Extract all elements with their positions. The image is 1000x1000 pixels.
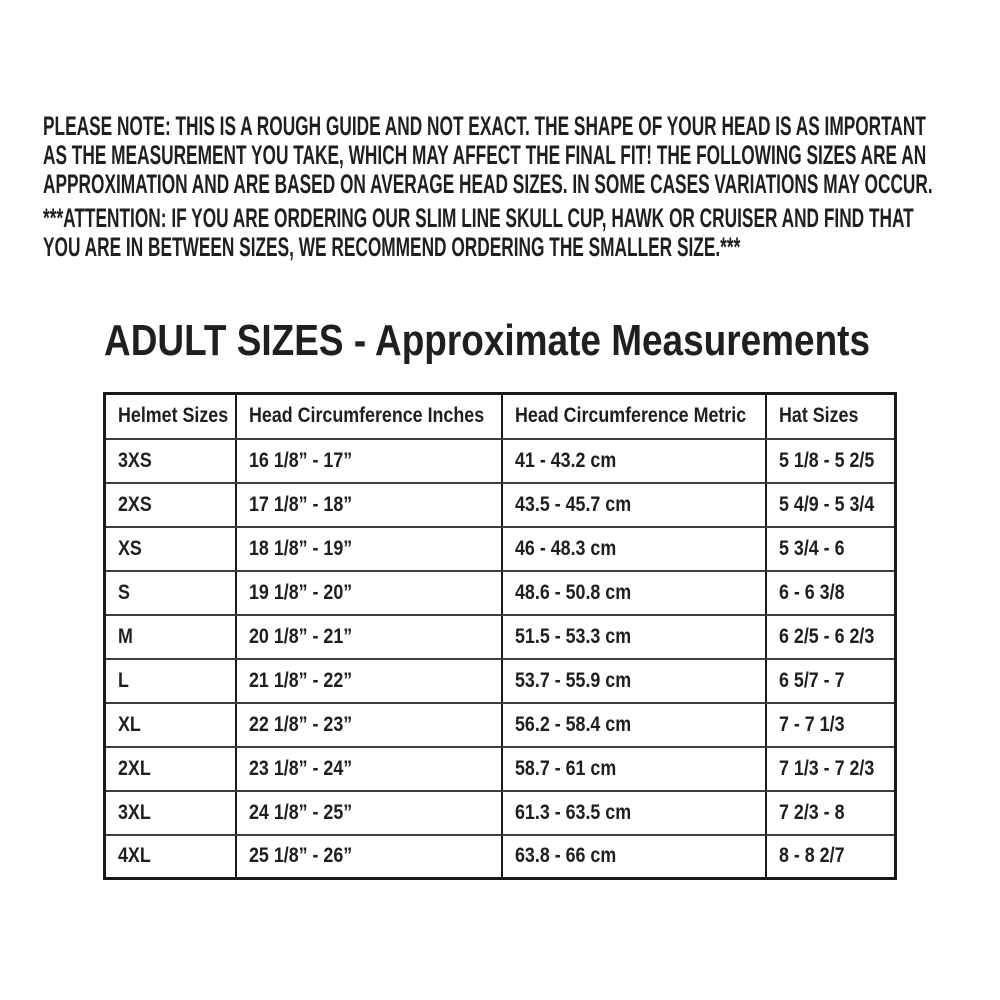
cell-text: 48.6 - 50.8 cm [514, 580, 631, 604]
cell-helmet-size [105, 659, 236, 703]
cell-helmet-size [105, 571, 236, 615]
cell-inches [236, 791, 502, 835]
cell-metric [502, 439, 766, 483]
page-title-text: ADULT SIZES - Approximate Measurements [104, 316, 871, 365]
cell-helmet-size [105, 615, 236, 659]
note-line [43, 170, 1000, 199]
cell-helmet-size [105, 747, 236, 791]
cell-text: 3XS [118, 448, 152, 472]
cell-text: 23 1/8” - 24” [248, 756, 352, 780]
cell-hat-size [766, 747, 896, 791]
cell-inches [236, 615, 502, 659]
cell-helmet-size [105, 835, 236, 879]
cell-text: 8 - 8 2/7 [778, 844, 845, 868]
cell-text: 25 1/8” - 26” [248, 844, 352, 868]
cell-hat-size [766, 659, 896, 703]
cell-text: 46 - 48.3 cm [514, 536, 616, 560]
size-table [103, 392, 897, 880]
cell-metric [502, 483, 766, 527]
table-row [105, 747, 896, 791]
header-text: Head Circumference Metric [514, 404, 746, 428]
header-helmet-sizes [105, 394, 236, 439]
table-row [105, 835, 896, 879]
cell-text: 21 1/8” - 22” [248, 668, 352, 692]
table-row [105, 571, 896, 615]
note-line-text: ***ATTENTION: IF YOU ARE ORDERING OUR SLIM LINE SKULL CUP, HAWK OR CRUISER AND FIND THAT [43, 203, 914, 233]
cell-text: 19 1/8” - 20” [248, 580, 352, 604]
attention-paragraph [43, 204, 1000, 262]
table-row [105, 791, 896, 835]
note-line-text: AS THE MEASUREMENT YOU TAKE, WHICH MAY AFFECT THE FINAL FIT! THE FOLLOWING SIZES ARE AN [43, 140, 927, 170]
note-line-text: YOU ARE IN BETWEEN SIZES, WE RECOMMEND ORDERING THE SMALLER SIZE.*** [43, 232, 741, 262]
cell-hat-size [766, 703, 896, 747]
cell-text: 7 2/3 - 8 [778, 800, 845, 824]
note-line [43, 204, 1000, 233]
cell-text: 7 1/3 - 7 2/3 [778, 756, 875, 780]
cell-text: 22 1/8” - 23” [248, 712, 352, 736]
cell-text: 7 - 7 1/3 [778, 712, 845, 736]
header-circumference-metric [502, 394, 766, 439]
header-text: Helmet Sizes [118, 404, 229, 428]
cell-hat-size [766, 615, 896, 659]
cell-text: M [118, 624, 133, 648]
header-circumference-inches [236, 394, 502, 439]
table-header-row [105, 394, 896, 439]
note-line-text: PLEASE NOTE: THIS IS A ROUGH GUIDE AND NOT EXACT. THE SHAPE OF YOUR HEAD IS AS IMPORTANT [43, 111, 926, 141]
cell-inches [236, 439, 502, 483]
cell-text: 16 1/8” - 17” [248, 448, 352, 472]
cell-metric [502, 571, 766, 615]
cell-hat-size [766, 571, 896, 615]
cell-inches [236, 527, 502, 571]
header-text: Hat Sizes [778, 404, 859, 428]
table-row [105, 527, 896, 571]
please-note-paragraph [43, 112, 1000, 199]
cell-inches [236, 747, 502, 791]
cell-text: 56.2 - 58.4 cm [514, 712, 631, 736]
cell-text: 2XL [118, 756, 151, 780]
cell-inches [236, 659, 502, 703]
cell-text: 5 4/9 - 5 3/4 [778, 492, 875, 516]
cell-helmet-size [105, 527, 236, 571]
cell-text: S [118, 580, 130, 604]
cell-inches [236, 571, 502, 615]
cell-inches [236, 835, 502, 879]
cell-text: 6 2/5 - 6 2/3 [778, 624, 875, 648]
cell-metric [502, 747, 766, 791]
cell-hat-size [766, 527, 896, 571]
cell-text: 58.7 - 61 cm [514, 756, 616, 780]
cell-text: 4XL [118, 844, 151, 868]
cell-text: XL [118, 712, 141, 736]
cell-text: 2XS [118, 492, 152, 516]
note-line [43, 112, 1000, 141]
cell-text: 24 1/8” - 25” [248, 800, 352, 824]
cell-text: 51.5 - 53.3 cm [514, 624, 631, 648]
cell-hat-size [766, 483, 896, 527]
cell-text: 18 1/8” - 19” [248, 536, 352, 560]
cell-text: 41 - 43.2 cm [514, 448, 616, 472]
page-title [104, 315, 1000, 367]
table-row [105, 615, 896, 659]
cell-text: XS [118, 536, 142, 560]
cell-metric [502, 791, 766, 835]
cell-text: 6 - 6 3/8 [778, 580, 845, 604]
table-row [105, 483, 896, 527]
cell-text: L [118, 668, 129, 692]
cell-metric [502, 615, 766, 659]
cell-helmet-size [105, 791, 236, 835]
cell-hat-size [766, 439, 896, 483]
cell-text: 43.5 - 45.7 cm [514, 492, 631, 516]
cell-text: 6 5/7 - 7 [778, 668, 845, 692]
cell-metric [502, 659, 766, 703]
cell-metric [502, 835, 766, 879]
table-row [105, 439, 896, 483]
note-line [43, 233, 1000, 262]
cell-text: 17 1/8” - 18” [248, 492, 352, 516]
header-hat-sizes [766, 394, 896, 439]
cell-metric [502, 527, 766, 571]
cell-text: 53.7 - 55.9 cm [514, 668, 631, 692]
cell-hat-size [766, 835, 896, 879]
cell-text: 63.8 - 66 cm [514, 844, 616, 868]
note-line [43, 141, 1000, 170]
cell-metric [502, 703, 766, 747]
cell-text: 3XL [118, 800, 151, 824]
note-line-text: APPROXIMATION AND ARE BASED ON AVERAGE HEAD SIZES. IN SOME CASES VARIATIONS MAY OCCUR. [43, 169, 933, 199]
cell-inches [236, 703, 502, 747]
table-row [105, 659, 896, 703]
cell-hat-size [766, 791, 896, 835]
cell-text: 5 1/8 - 5 2/5 [778, 448, 875, 472]
table-row [105, 703, 896, 747]
header-text: Head Circumference Inches [248, 404, 484, 428]
cell-helmet-size [105, 483, 236, 527]
cell-text: 61.3 - 63.5 cm [514, 800, 631, 824]
cell-text: 20 1/8” - 21” [248, 624, 352, 648]
cell-helmet-size [105, 703, 236, 747]
size-table-container [103, 392, 897, 880]
cell-text: 5 3/4 - 6 [778, 536, 845, 560]
cell-inches [236, 483, 502, 527]
cell-helmet-size [105, 439, 236, 483]
